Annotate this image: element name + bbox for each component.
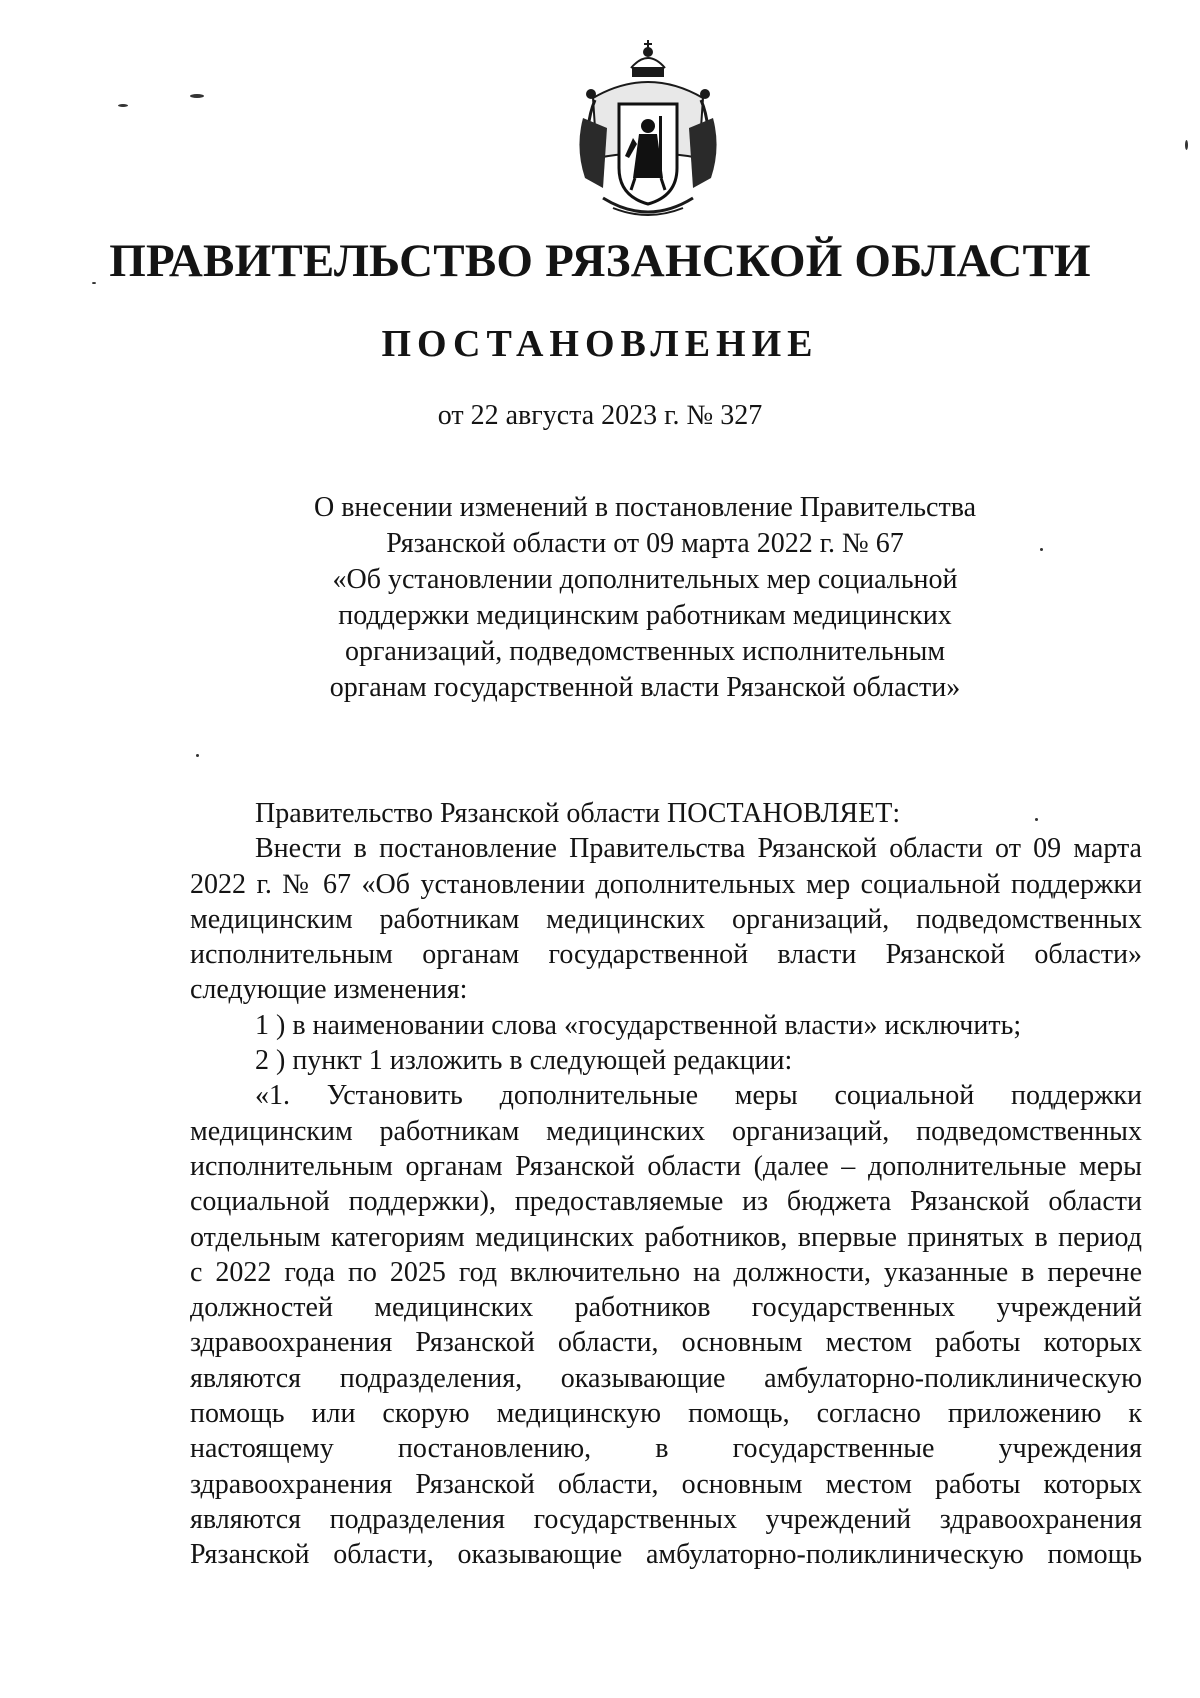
body-line: медицинским работникам медицинских организаций, подведомственных [190,1115,1142,1147]
body-line: 1 ) в наименовании слова «государственной власти» исключить; [255,1009,1022,1041]
body-line: здравоохранения Рязанской области, основным местом работы которых [190,1468,1142,1500]
body-line: исполнительным органам государственной власти Рязанской области» [190,939,1142,971]
body-line: являются подразделения, оказывающие амбулаторно-поликлиническую [190,1362,1142,1394]
subject-line: Рязанской области от 09 марта 2022 г. № 67 [386,528,904,559]
body-line: Внести в постановление Правительства Рязанской области от 09 марта [255,833,1142,865]
body-line: отдельным категориям медицинских работников, впервые принятых в период [190,1221,1142,1253]
subject-line: О внесении изменений в постановление Правительства [313,492,977,523]
document-subject [310,490,980,706]
scan-speck [92,282,96,284]
body-line: Рязанской области, оказывающие амбулаторно-поликлиническую помощь [190,1539,1142,1571]
body-line: медицинским работникам медицинских организаций, подведомственных [190,903,1142,935]
scan-speck [1040,548,1043,551]
body-line: Правительство Рязанской области ПОСТАНОВЛЯЕТ: [255,798,901,829]
scan-speck [196,754,199,757]
body-line: 2 ) пункт 1 изложить в следующей редакции: [255,1045,793,1077]
body-line: 2022 г. № 67 «Об установлении дополнительных мер социальной поддержки [190,868,1142,900]
scan-speck [1185,140,1188,150]
subject-line: органам государственной власти Рязанской области» [329,672,961,703]
body-line: настоящему постановлению, в государственные учреждения [190,1433,1142,1465]
scan-speck [118,104,128,107]
document-body [190,796,1142,1573]
coat-of-arms-icon [573,38,723,222]
body-line: социальной поддержки), предоставляемые из бюджета Рязанской области [190,1186,1142,1218]
scan-speck [1035,818,1038,821]
body-line: следующие изменения: [190,974,468,1006]
body-line: должностей медицинских работников государственных учреждений [190,1292,1142,1324]
subject-line: «Об установлении дополнительных мер социальной [332,564,958,595]
body-line: «1. Установить дополнительные меры социальной поддержки [255,1080,1142,1112]
document-date-number: от 22 августа 2023 г. № 327 [437,400,763,431]
subject-line: поддержки медицинским работникам медицинских [338,600,952,631]
body-line: с 2022 года по 2025 год включительно на должности, указанные в перечне [190,1256,1142,1288]
subject-line: организаций, подведомственных исполнительным [344,636,946,667]
body-line: исполнительным органам Рязанской области (далее – дополнительные меры [190,1150,1142,1182]
body-line: помощь или скорую медицинскую помощь, согласно приложению к [190,1398,1142,1430]
government-title: ПРАВИТЕЛЬСТВО РЯЗАНСКОЙ ОБЛАСТИ [109,235,1091,287]
body-line: являются подразделения государственных учреждений здравоохранения [190,1503,1142,1535]
scan-speck [190,94,204,98]
body-line: здравоохранения Рязанской области, основным местом работы которых [190,1327,1142,1359]
document-type: ПОСТАНОВЛЕНИЕ [381,323,819,365]
